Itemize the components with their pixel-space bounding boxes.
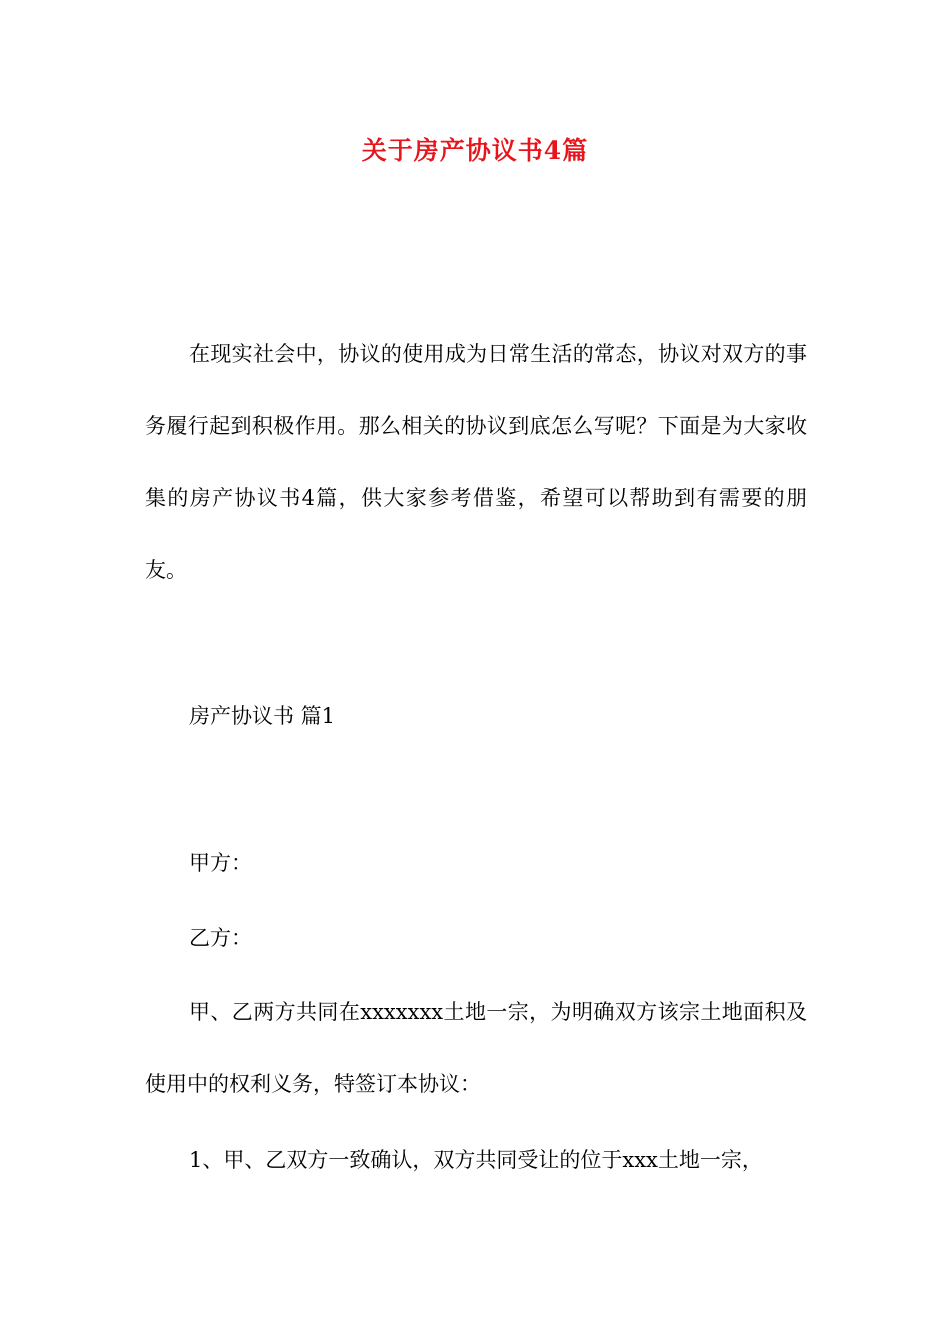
document-title: 关于房产协议书4篇: [361, 136, 589, 165]
party-a-line: 甲方：: [189, 851, 252, 875]
party-b-line: 乙方：: [189, 926, 252, 950]
clause-1-paragraph: 1、甲、乙双方一致确认，双方共同受让的位于xxx土地一宗，: [189, 1148, 763, 1172]
section-heading: 房产协议书 篇1: [189, 704, 336, 728]
intro-paragraph: 在现实社会中，协议的使用成为日常生活的常态，协议对双方的事务履行起到积极作用。那么相关的协议到底怎么写呢？下面是为大家收集的房产协议书4篇，供大家参考借鉴，希望可以帮助到有需要的朋友。: [145, 342, 807, 582]
clause-intro-paragraph: 甲、乙两方共同在xxxxxxx土地一宗，为明确双方该宗土地面积及使用中的权利义务，特签订本协议：: [145, 1000, 807, 1096]
